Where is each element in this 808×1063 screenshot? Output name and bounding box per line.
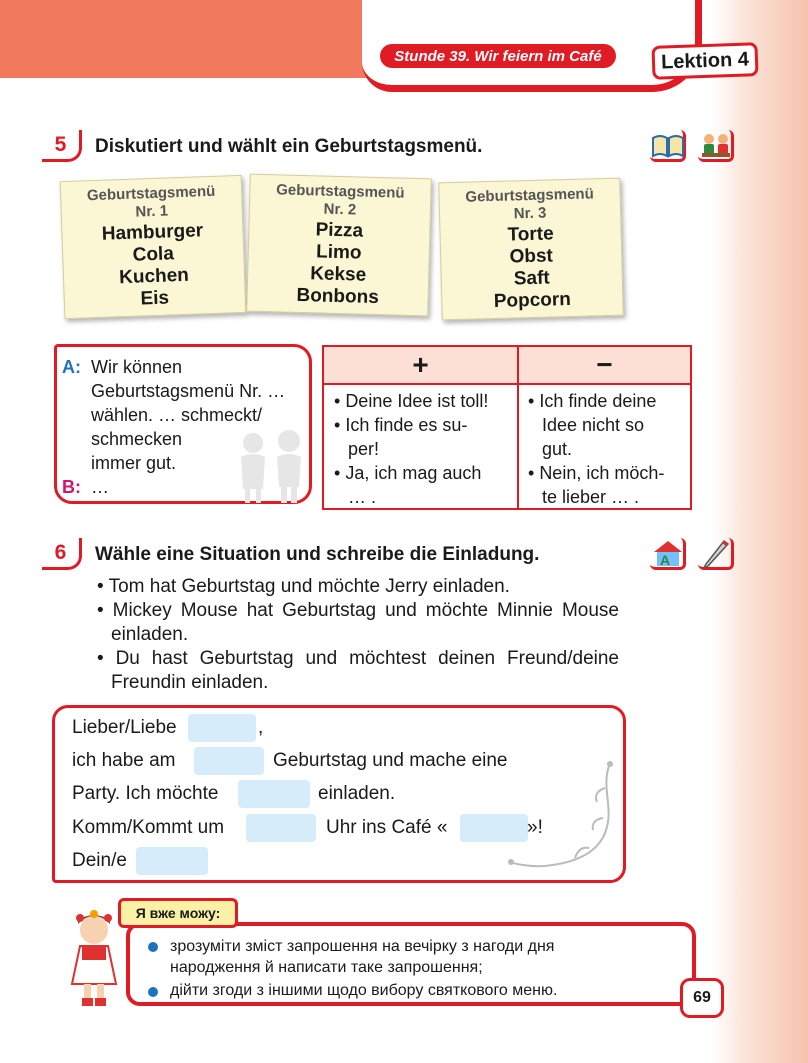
menu-item: Eis bbox=[140, 287, 170, 310]
menu-item: Hamburger bbox=[101, 220, 204, 245]
minus-column bbox=[526, 389, 690, 509]
blank-cafe[interactable] bbox=[460, 814, 528, 842]
invitation-line: , bbox=[258, 717, 264, 738]
situation-item: • Mickey Mouse hat Geburtstag und möchte Minnie Mouse einladen. bbox=[97, 600, 619, 645]
plus-item: • Ja, ich mag auch … . bbox=[334, 463, 482, 507]
abc-house-icon bbox=[650, 538, 686, 570]
skill-line: дійти згоди з іншими щодо вибору святкового меню. bbox=[170, 982, 558, 999]
menu-number: Nr. 1 bbox=[135, 202, 169, 221]
minus-header: − bbox=[519, 347, 690, 385]
girl-character-icon bbox=[62, 910, 126, 1010]
invitation-line: Dein/e bbox=[72, 850, 127, 871]
skill-line: зрозуміти зміст запрошення на вечірку з нагоди дня bbox=[170, 938, 555, 955]
menu-number: Nr. 2 bbox=[323, 200, 357, 219]
menu-card-2 bbox=[246, 174, 432, 317]
invitation-line: »! bbox=[527, 817, 543, 838]
menu-item: Pizza bbox=[315, 219, 364, 242]
lektion-badge: Lektion 4 bbox=[651, 42, 758, 80]
dialog-line: Geburtstagsmenü Nr. … bbox=[91, 381, 286, 401]
invitation-line: Geburtstag und mache eine bbox=[273, 750, 508, 771]
speaker-b-label: B: bbox=[62, 477, 81, 497]
situation-list bbox=[97, 575, 619, 695]
dialog-line: Wir können bbox=[91, 357, 183, 377]
page-number: 69 bbox=[680, 978, 724, 1018]
bullet-icon bbox=[148, 942, 158, 952]
header-band bbox=[0, 0, 380, 78]
bullet-icon bbox=[148, 987, 158, 997]
menu-item: Saft bbox=[513, 267, 550, 290]
exercise-number-6: 6 bbox=[42, 538, 82, 570]
dialog-line: immer gut. bbox=[91, 453, 177, 473]
pencil-icon bbox=[698, 538, 734, 570]
menu-item: Kekse bbox=[309, 263, 367, 286]
skills-label: Я вже можу: bbox=[118, 898, 238, 928]
plus-minus-table bbox=[322, 345, 692, 510]
lesson-title: Stunde 39. Wir feiern im Café bbox=[380, 44, 616, 68]
menu-card-3 bbox=[438, 178, 624, 321]
exercise-5-title: Diskutiert und wählt ein Geburtstagsmenü. bbox=[95, 136, 483, 157]
open-book-icon bbox=[650, 130, 686, 162]
children-discussing-icon bbox=[698, 130, 734, 162]
menu-title: Geburtstagsmenü bbox=[276, 181, 405, 202]
invitation-line: einladen. bbox=[318, 783, 396, 804]
menu-item: Obst bbox=[509, 245, 554, 268]
plus-column bbox=[332, 389, 516, 509]
blank-signature[interactable] bbox=[136, 847, 208, 875]
speaker-a-label: A: bbox=[62, 357, 81, 377]
menu-item: Limo bbox=[315, 241, 362, 264]
blank-name[interactable] bbox=[188, 714, 256, 742]
menu-item: Torte bbox=[507, 223, 554, 246]
invitation-line: Party. Ich möchte bbox=[72, 783, 219, 804]
menu-item: Bonbons bbox=[296, 284, 380, 309]
menu-card-1 bbox=[60, 175, 247, 319]
invitation-line: ich habe am bbox=[72, 750, 176, 771]
invitation-line: Komm/Kommt um bbox=[72, 817, 225, 838]
menu-item: Popcorn bbox=[493, 288, 572, 312]
svg-text:A: A bbox=[660, 552, 671, 568]
plus-item: • Deine Idee ist toll! bbox=[334, 391, 489, 411]
dialog-line: … bbox=[91, 477, 109, 497]
minus-item: • Nein, ich möch- te lieber … . bbox=[528, 463, 665, 507]
menu-title: Geburtstagsmenü bbox=[465, 185, 594, 206]
blank-date[interactable] bbox=[194, 747, 264, 775]
menu-title: Geburtstagsmenü bbox=[86, 182, 216, 205]
minus-item: • Ich finde deine Idee nicht so gut. bbox=[528, 391, 657, 459]
plus-header: + bbox=[324, 347, 517, 385]
dialog-line: schmecken bbox=[91, 429, 183, 449]
blank-guest[interactable] bbox=[238, 780, 310, 808]
invitation-line: Lieber/Liebe bbox=[72, 717, 177, 738]
menu-number: Nr. 3 bbox=[513, 204, 547, 223]
children-silhouette-icon bbox=[233, 427, 313, 507]
table-divider bbox=[517, 347, 519, 510]
menu-item: Kuchen bbox=[118, 264, 190, 289]
blank-time[interactable] bbox=[246, 814, 316, 842]
plus-item: • Ich finde es su- per! bbox=[334, 415, 468, 459]
menu-item: Cola bbox=[132, 243, 175, 266]
situation-item: • Du hast Geburtstag und möchtest deinen Freund/deine Freundin einladen. bbox=[97, 648, 619, 693]
situation-item: • Tom hat Geburtstag und möchte Jerry einladen. bbox=[97, 576, 510, 597]
exercise-number-5: 5 bbox=[42, 130, 82, 162]
skill-line: народження й написати таке запрошення; bbox=[170, 959, 483, 976]
exercise-6-title: Wähle eine Situation und schreibe die Einladung. bbox=[95, 544, 540, 565]
invitation-line: Uhr ins Café « bbox=[326, 817, 448, 838]
dialog-line: wählen. … schmeckt/ bbox=[91, 405, 263, 425]
